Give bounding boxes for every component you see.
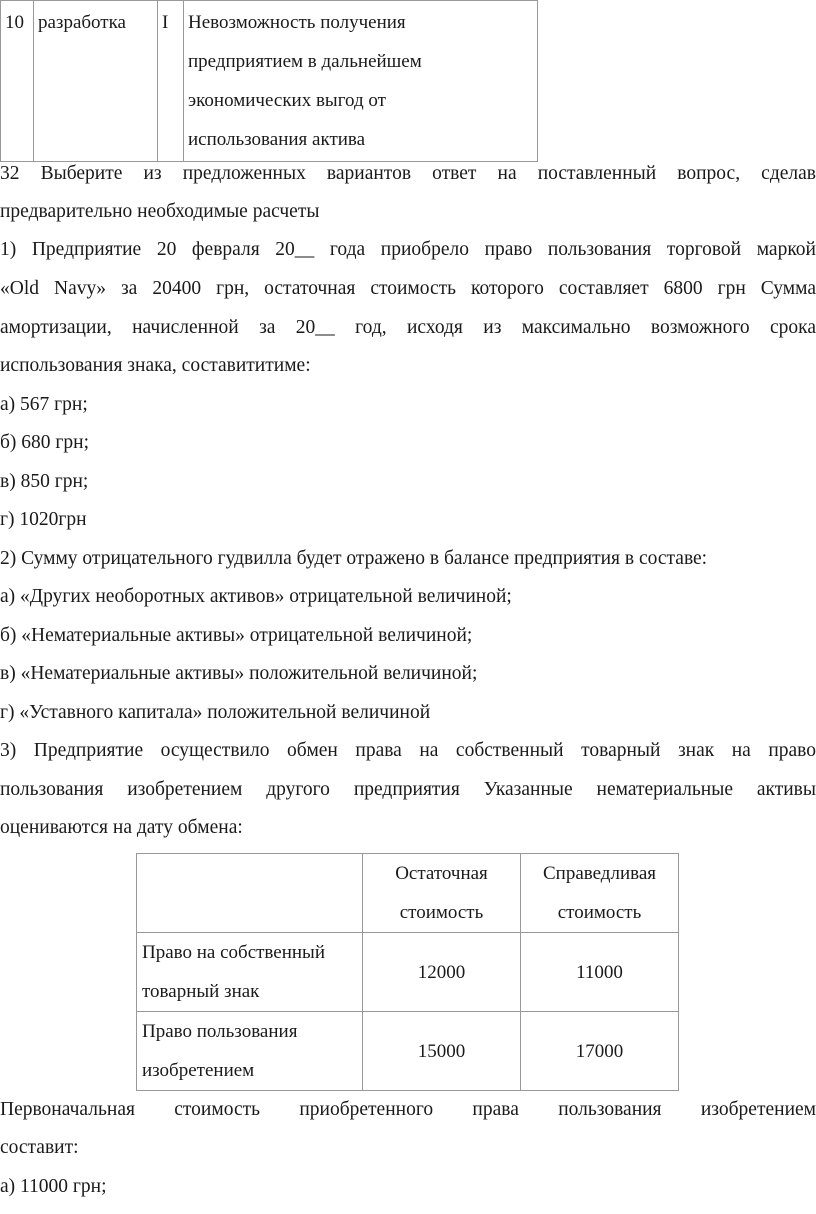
fair-value-cell: 11000 — [521, 933, 679, 1012]
row-stage: разработка — [34, 1, 158, 162]
valuation-table — [136, 853, 679, 1091]
subquestion-3-cont: оцениваются на дату обмена: — [0, 817, 243, 838]
row-level: I — [158, 1, 184, 162]
residual-value-cell: 15000 — [363, 1012, 521, 1091]
header-text: стоимость — [557, 902, 642, 923]
row-label-text: Право на собственный — [142, 942, 325, 963]
row-label — [137, 933, 363, 1012]
header-text: Остаточная — [395, 863, 488, 884]
row-label-text: Право пользования — [142, 1021, 298, 1042]
question-intro: 32 Выберите из предложенных вариантов ответ на поставленный вопрос, сделав — [0, 163, 816, 184]
subquestion-3-question-cont: составит: — [0, 1137, 79, 1158]
residual-value-cell: 12000 — [363, 933, 521, 1012]
answer-option: а) 567 грн; — [0, 394, 88, 415]
header-text: стоимость — [399, 902, 484, 923]
fair-value-cell: 17000 — [521, 1012, 679, 1091]
subquestion-2: 2) Сумму отрицательного гудвилла будет отражено в балансе предприятия в составе: — [0, 548, 708, 569]
criteria-table — [0, 0, 538, 162]
subquestion-1-cont: использования знака, составититиме: — [0, 355, 311, 376]
question-intro-cont: предварительно необходимые расчеты — [0, 201, 320, 222]
row-label-text: товарный знак — [142, 981, 260, 1002]
subquestion-3-question: Первоначальная стоимость приобретенного права пользования изобретением — [0, 1099, 816, 1120]
answer-option: в) 850 грн; — [0, 471, 89, 492]
subquestion-1-cont: «Old Navy» за 20400 грн, остаточная стоимость которого составляет 6800 грн Сумма — [0, 278, 816, 299]
subquestion-3: 3) Предприятие осуществило обмен права на собственный товарный знак на право — [0, 740, 816, 761]
table-row — [1, 1, 538, 162]
answer-option: б) «Нематериальные активы» отрицательной величиной; — [0, 625, 473, 646]
answer-option: в) «Нематериальные активы» положительной величиной; — [0, 663, 478, 684]
header-empty-cell — [137, 854, 363, 933]
description-line: предприятием в дальнейшем — [188, 51, 422, 72]
row-description — [184, 1, 538, 162]
answer-option: а) 11000 грн; — [0, 1176, 107, 1197]
description-line: использования актива — [188, 129, 366, 150]
header-text: Справедливая — [542, 863, 657, 884]
header-fair-value — [521, 854, 679, 933]
header-residual-value — [363, 854, 521, 933]
table-header-row — [137, 854, 679, 933]
answer-option: г) 1020грн — [0, 509, 87, 530]
table-row — [137, 933, 679, 1012]
row-label — [137, 1012, 363, 1091]
description-line: Невозможность получения — [188, 12, 406, 33]
subquestion-1-cont: амортизации, начисленной за 20__ год, исходя из максимально возможного срока — [0, 317, 816, 338]
description-line: экономических выгод от — [188, 90, 386, 111]
table-row — [137, 1012, 679, 1091]
answer-option: а) «Других необоротных активов» отрицательной величиной; — [0, 586, 512, 607]
subquestion-3-cont: пользования изобретением другого предприятия Указанные нематериальные активы — [0, 779, 816, 800]
row-number: 10 — [1, 1, 34, 162]
subquestion-1: 1) Предприятие 20 февраля 20__ года приобрело право пользования торговой маркой — [0, 239, 816, 260]
answer-option: г) «Уставного капитала» положительной величиной — [0, 702, 431, 723]
row-label-text: изобретением — [142, 1060, 255, 1081]
answer-option: б) 680 грн; — [0, 432, 90, 453]
